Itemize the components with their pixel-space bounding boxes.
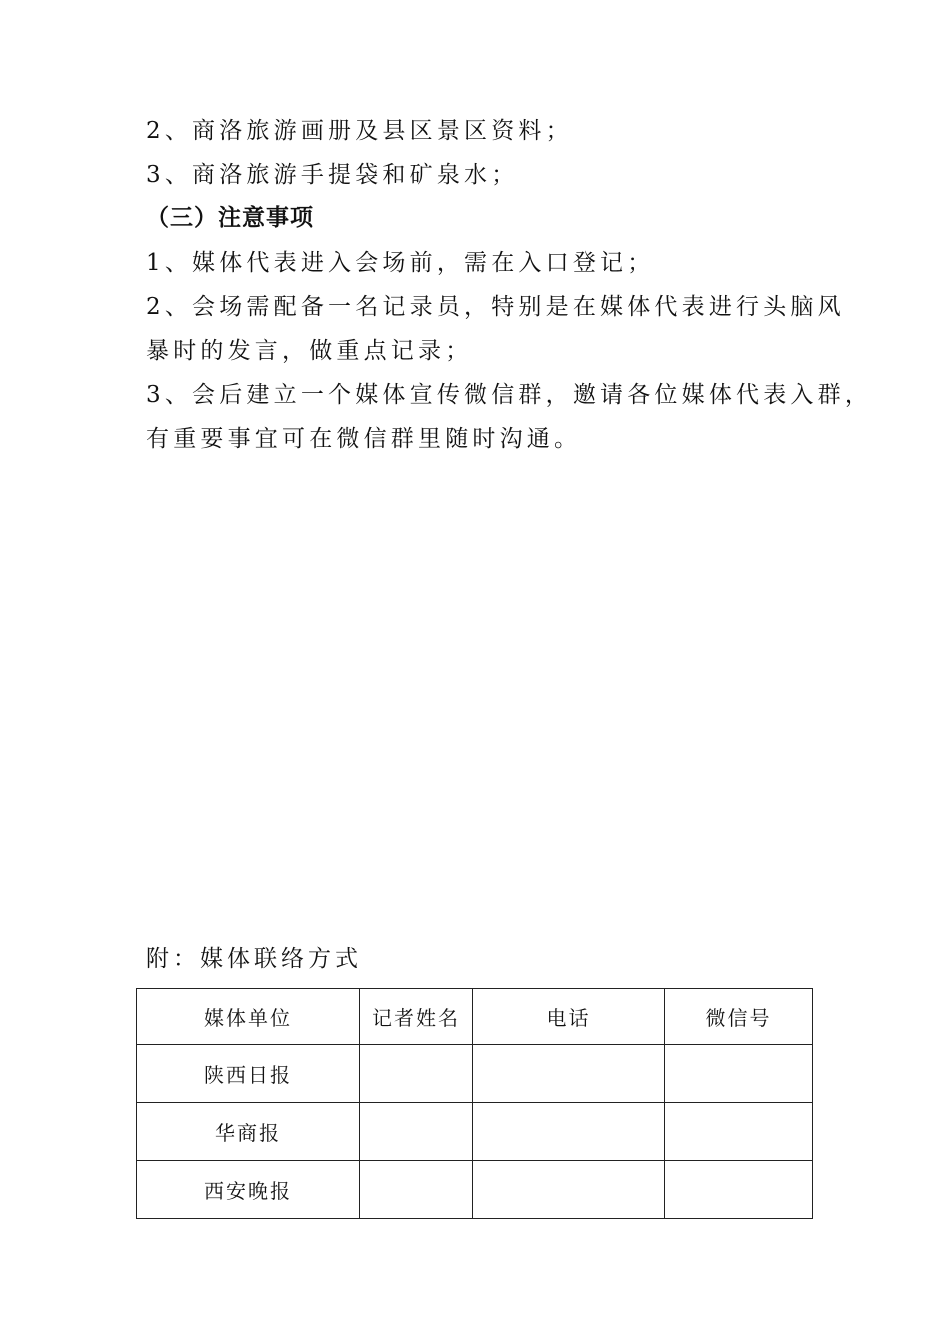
- media-contacts-table: [136, 988, 813, 1219]
- cell-phone: [473, 1045, 665, 1103]
- cell-wechat: [665, 1161, 813, 1219]
- cell-phone: [473, 1103, 665, 1161]
- cell-reporter-name: [360, 1161, 473, 1219]
- table-row: [137, 1161, 813, 1219]
- header-reporter-name: 记者姓名: [360, 989, 473, 1045]
- table-row: [137, 1045, 813, 1103]
- cell-phone: [473, 1161, 665, 1219]
- cell-wechat: [665, 1103, 813, 1161]
- note-1: 1、媒体代表进入会场前，需在入口登记；: [146, 250, 655, 276]
- header-phone: 电话: [473, 989, 665, 1045]
- cell-media-unit: 西安晚报: [137, 1161, 360, 1219]
- cell-media-unit: 华商报: [137, 1103, 360, 1161]
- item-brochure: 2、商洛旅游画册及县区景区资料；: [146, 118, 573, 144]
- attachment-title: 附：媒体联络方式: [146, 946, 362, 972]
- header-media-unit: 媒体单位: [137, 989, 360, 1045]
- note-2-line-1: 2、会场需配备一名记录员，特别是在媒体代表进行头脑风: [146, 294, 845, 320]
- table-row: [137, 1103, 813, 1161]
- table-header-row: [137, 989, 813, 1045]
- note-3-line-2: 有重要事宜可在微信群里随时沟通。: [146, 426, 582, 452]
- note-3-line-1: 3、会后建立一个媒体宣传微信群，邀请各位媒体代表入群，: [146, 382, 873, 408]
- section-heading-notes: （三）注意事项: [146, 205, 314, 231]
- cell-reporter-name: [360, 1045, 473, 1103]
- item-bag-water: 3、商洛旅游手提袋和矿泉水；: [146, 162, 519, 188]
- cell-reporter-name: [360, 1103, 473, 1161]
- cell-wechat: [665, 1045, 813, 1103]
- cell-media-unit: 陕西日报: [137, 1045, 360, 1103]
- header-wechat: 微信号: [665, 989, 813, 1045]
- note-2-line-2: 暴时的发言，做重点记录；: [146, 338, 473, 364]
